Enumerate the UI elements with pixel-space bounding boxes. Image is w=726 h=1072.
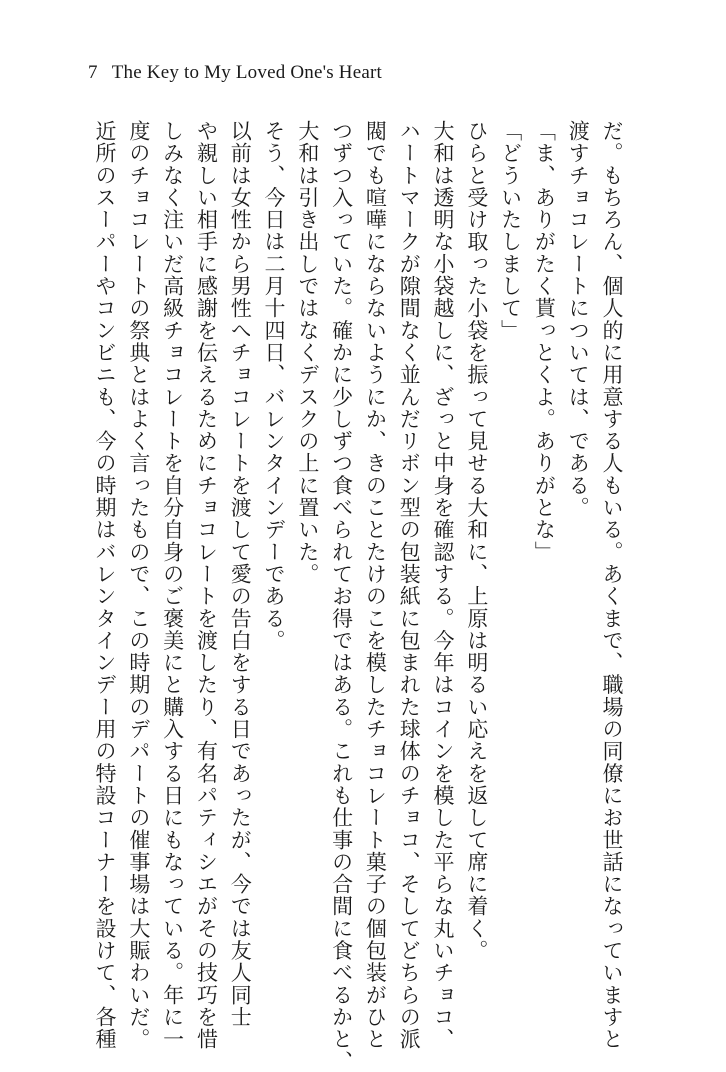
text-line: 度のチョコレートの祭典とはよく言ったもので、この時期のデパートの催事場は大賑わいだ。 [126, 120, 151, 1051]
text-line: しみなく注いだ高級チョコレートを自分自身のご褒美にと購入する日にもなっている。年に一 [160, 120, 185, 1051]
text-line: 大和は引き出しではなくデスクの上に置いた。 [295, 120, 320, 586]
text-line: 渡すチョコレートについては、である。 [566, 120, 591, 519]
text-line: ハートマークが隙間なく並んだリボン型の包装紙に包まれた球体のチョコ、そしてどちらの派 [397, 120, 422, 1051]
text-line: そう、今日は二月十四日、バレンタインデーである。 [262, 120, 287, 652]
text-line: だ。もちろん、個人的に用意する人もいる。あくまで、職場の同僚にお世話になっていますと [600, 120, 624, 1051]
text-line: ひらと受け取った小袋を振って見せる大和に、上原は明るい応えを返して席に着く。 [464, 120, 489, 962]
text-line: 以前は女性から男性へチョコレートを渡して愛の告白をする日であったが、今では友人同士 [228, 120, 253, 1029]
text-line: 近所のスーパーやコンビニも、今の時期はバレンタインデー用の特設コーナーを設けて、各種 [93, 120, 118, 1051]
vertical-body-text [93, 120, 628, 1072]
text-line: 「どういたしまして」 [498, 120, 523, 342]
running-header [88, 62, 382, 84]
text-line: 「ま、ありがたく貰っとくよ。ありがとな」 [532, 120, 557, 563]
text-line: 大和は透明な小袋越しに、ざっと中身を確認する。今年はコインを模した平らな丸いチョコ、 [431, 120, 456, 1051]
running-title: The Key to My Loved One's Heart [111, 62, 382, 83]
page-number: 7 [88, 62, 98, 83]
text-line: 閥でも喧嘩にならないようにか、きのことたけのこを模したチョコレート菓子の個包装がひと [363, 120, 388, 1051]
text-line: や親しい相手に感謝を伝えるためにチョコレートを渡したり、有名パティシエがその技巧を惜 [194, 120, 219, 1051]
text-line: つずつ入っていた。確かに少しずつ食べられてお得ではある。これも仕事の合間に食べるかと、 [329, 120, 354, 1072]
